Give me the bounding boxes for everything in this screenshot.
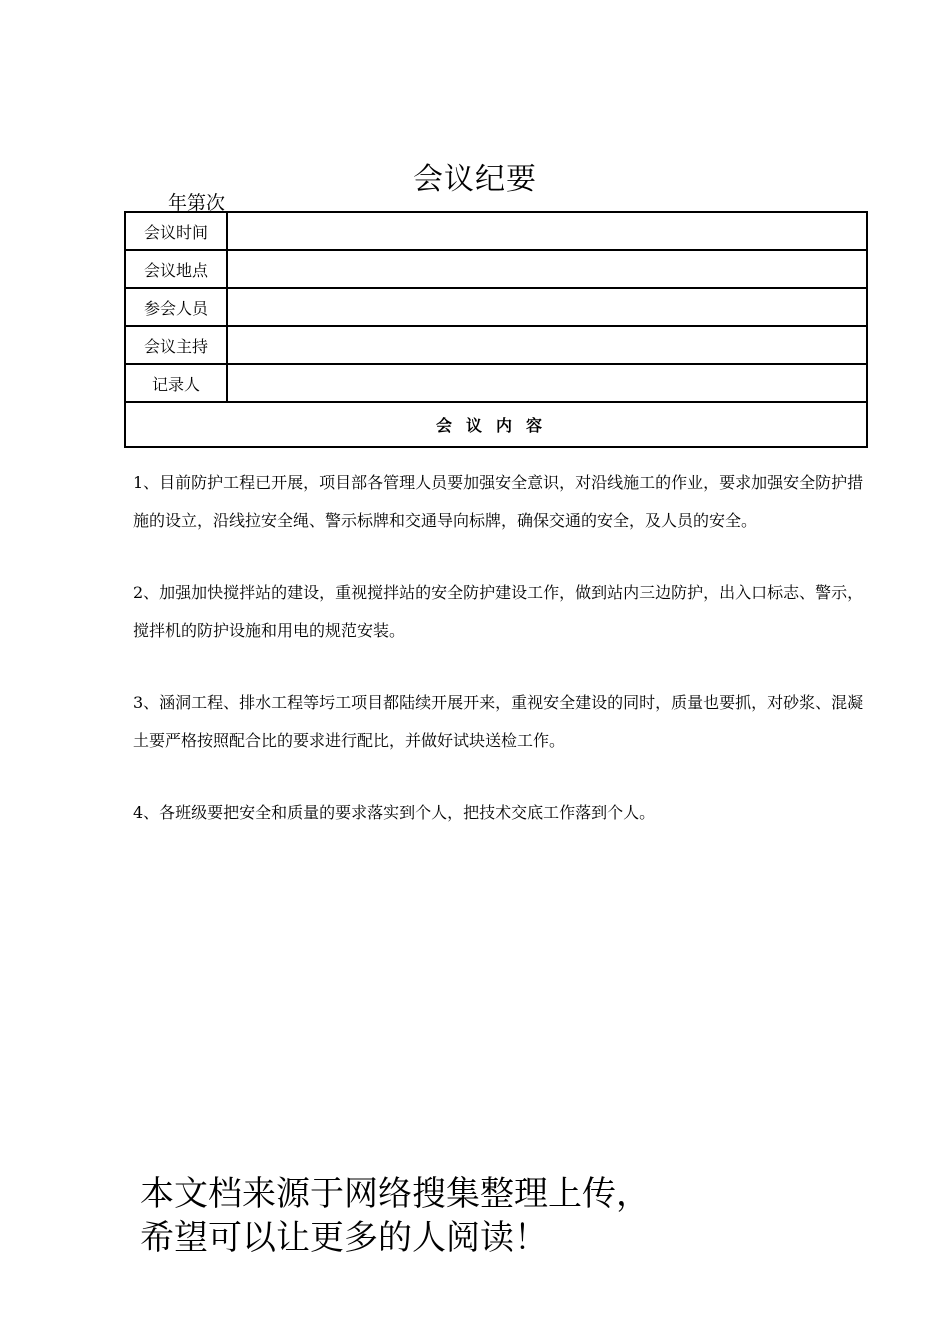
row-label-host: 会议主持 <box>125 326 227 364</box>
footer-line-1: 本文档来源于网络搜集整理上传， <box>140 1174 650 1214</box>
footer-note <box>140 1172 650 1260</box>
content-paragraph-3: 3、涵洞工程、排水工程等圬工项目都陆续开展开来，重视安全建设的同时，质量也要抓，对砂浆、混凝土要严格按照配合比的要求进行配比，并做好试块送检工作。 <box>133 693 864 750</box>
row-label-recorder: 记录人 <box>125 364 227 402</box>
table-row <box>125 326 867 364</box>
content-paragraph-1: 1、目前防护工程已开展，项目部各管理人员要加强安全意识，对沿线施工的作业，要求加强安全防护措施的设立，沿线拉安全绳、警示标牌和交通导向标牌，确保交通的安全，及人员的安全。 <box>133 473 864 530</box>
row-label-location: 会议地点 <box>125 250 227 288</box>
recorder-field[interactable] <box>227 364 867 402</box>
meeting-info-table <box>124 211 868 448</box>
section-header-content: 会议内容 <box>125 402 867 447</box>
footer-line-2: 希望可以让更多的人阅读！ <box>140 1218 548 1258</box>
table-row <box>125 288 867 326</box>
attendees-field[interactable] <box>227 288 867 326</box>
meeting-host-field[interactable] <box>227 326 867 364</box>
table-row <box>125 212 867 250</box>
meeting-time-field[interactable] <box>227 212 867 250</box>
table-row <box>125 402 867 447</box>
meeting-content <box>133 464 873 866</box>
row-label-time: 会议时间 <box>125 212 227 250</box>
content-paragraph-2: 2、加强加快搅拌站的建设，重视搅拌站的安全防护建设工作，做到站内三边防护，出入口标志、警示，搅拌机的防护设施和用电的规范安装。 <box>133 583 864 640</box>
meeting-location-field[interactable] <box>227 250 867 288</box>
session-line: 年第次 <box>168 192 226 214</box>
content-paragraph-4: 4、各班级要把安全和质量的要求落实到个人，把技术交底工作落到个人。 <box>133 803 656 822</box>
row-label-attendees: 参会人员 <box>125 288 227 326</box>
table-row <box>125 364 867 402</box>
table-row <box>125 250 867 288</box>
document-title: 会议纪要 <box>413 162 537 197</box>
